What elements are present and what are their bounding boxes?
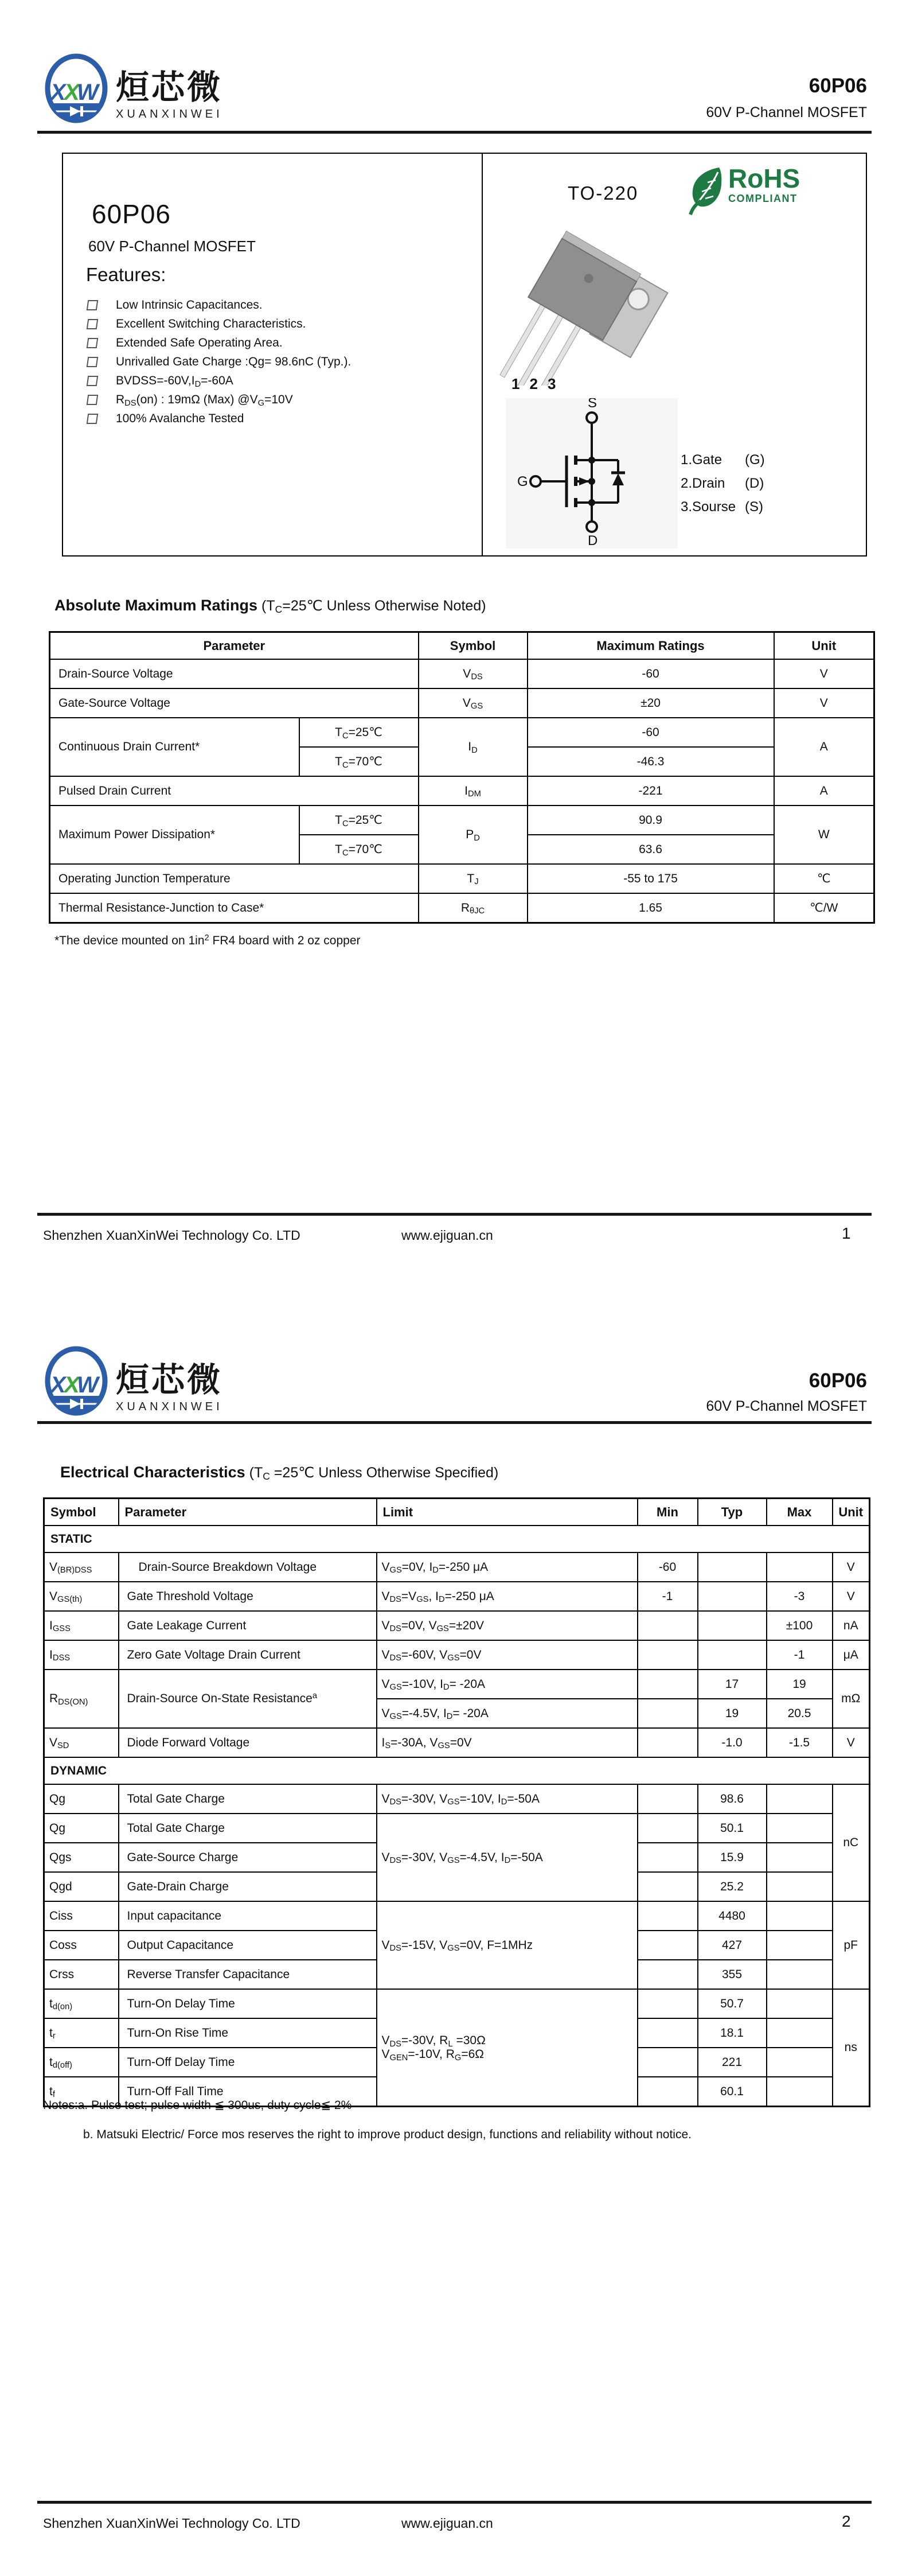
cell — [698, 1582, 767, 1611]
cell: Zero Gate Voltage Drain Current — [119, 1640, 377, 1670]
cell: $t_r$ — [44, 2018, 119, 2048]
rohs-text — [728, 165, 800, 205]
list-item — [87, 375, 351, 387]
cell: Total Gate Charge — [119, 1784, 377, 1814]
cell: ℃ — [774, 864, 874, 893]
cell: Turn-Off Delay Time — [119, 2048, 377, 2077]
section-row-dynamic — [44, 1757, 870, 1784]
cell: ns — [833, 1989, 870, 2107]
checkbox-icon — [87, 338, 99, 348]
brand-name-chinese: 烜芯微 — [116, 69, 223, 106]
header-part-number: 60P06 — [809, 1369, 867, 1392]
footer-company: Shenzhen XuanXinWei Technology Co. LTD — [43, 1228, 300, 1243]
table-row — [50, 776, 874, 806]
cell: Ciss — [44, 1901, 119, 1931]
cell: nC — [833, 1784, 870, 1901]
svg-text:X: X — [64, 1372, 80, 1398]
cell: 221 — [698, 2048, 767, 2077]
cell: 1.65 — [528, 893, 774, 923]
cell: $V_{GS}=0V$, $I_D=-250$ μA — [377, 1552, 638, 1582]
header-rule — [37, 131, 872, 134]
cell: Gate-Source Voltage — [50, 688, 419, 718]
cell: -46.3 — [528, 747, 774, 776]
feature-text: Low Intrinsic Capacitances. — [116, 298, 263, 312]
table-row — [50, 688, 874, 718]
list-item — [681, 499, 765, 515]
feature-text: Extended Safe Operating Area. — [116, 336, 283, 349]
cell: 98.6 — [698, 1784, 767, 1814]
svg-text:W: W — [77, 1372, 99, 1398]
limit-line: $V_{GEN}=-10V$, $R_G=6\Omega$ — [381, 2048, 484, 2063]
list-item — [87, 337, 351, 349]
section-label: DYNAMIC — [44, 1757, 870, 1784]
table-row — [44, 1814, 870, 1843]
checkbox-icon — [87, 395, 99, 405]
cell: 17 — [698, 1670, 767, 1699]
table-row — [50, 718, 874, 747]
cell — [767, 1814, 833, 1843]
column-header-maximum-ratings: Maximum Ratings — [528, 632, 774, 660]
cell: V — [774, 688, 874, 718]
box-divider — [482, 154, 483, 555]
checkbox-icon — [87, 357, 99, 367]
cell: W — [774, 806, 874, 864]
box-part-number: 60P06 — [92, 199, 171, 229]
cell: pF — [833, 1901, 870, 1989]
features-list — [87, 299, 351, 431]
cell: Qg — [44, 1814, 119, 1843]
pin-assignment-list — [681, 452, 765, 523]
cell: 15.9 — [698, 1843, 767, 1872]
table-row — [44, 1640, 870, 1670]
cell — [767, 1901, 833, 1931]
pin-terminal: (D) — [745, 476, 764, 491]
to220-package-image — [497, 208, 704, 386]
cell: $V_{SD}$ — [44, 1728, 119, 1757]
brand-logo — [45, 1345, 223, 1417]
pin-number: 3 — [547, 375, 556, 392]
cell: $I_{DSS}$ — [44, 1640, 119, 1670]
notes-line-b: b. Matsuki Electric/ Force mos reserves the right to improve product design, functions and reliability without notice. — [83, 2128, 692, 2141]
column-header-parameter: Parameter — [119, 1499, 377, 1526]
limit-line: $V_{DS}=-30V$, $R_L =30\Omega$ — [381, 2034, 486, 2049]
header-part-description: 60V P-Channel MOSFET — [706, 104, 867, 120]
heading-title: Electrical Characteristics — [60, 1464, 245, 1481]
table-row — [44, 1670, 870, 1699]
pin-terminal: (G) — [745, 452, 765, 468]
cell: $T_C=70℃$ — [299, 747, 419, 776]
column-header-limit: Limit — [377, 1499, 638, 1526]
cell: nA — [833, 1611, 870, 1640]
svg-text:X: X — [50, 1372, 66, 1398]
column-header-max: Max — [767, 1499, 833, 1526]
list-item — [87, 413, 351, 425]
svg-text:X: X — [64, 80, 80, 105]
cell: Gate-Drain Charge — [119, 1872, 377, 1901]
cell: μA — [833, 1640, 870, 1670]
cell: Total Gate Charge — [119, 1814, 377, 1843]
cell — [698, 1611, 767, 1640]
heading-condition: ($T_C=25℃$ Unless Otherwise Noted) — [257, 598, 486, 616]
cell: $T_C=25℃$ — [299, 806, 419, 835]
package-name: TO-220 — [568, 182, 639, 204]
pin-name: 1.Gate — [681, 452, 722, 468]
table-row — [50, 659, 874, 688]
cell: Pulsed Drain Current — [50, 776, 419, 806]
cell: $I_{DM}$ — [419, 776, 528, 806]
list-item — [87, 394, 351, 406]
cell: $V_{DS}=V_{GS}$, $I_D=-250$ μA — [377, 1582, 638, 1611]
cell — [638, 1784, 698, 1814]
cell: 63.6 — [528, 835, 774, 864]
cell: -1 — [638, 1582, 698, 1611]
feature-text: $R_{DS}(on)$ : 19mΩ (Max) $@V_G=10V$ — [116, 393, 293, 408]
column-header-symbol: Symbol — [44, 1499, 119, 1526]
cell: -221 — [528, 776, 774, 806]
rohs-label: RoHS — [728, 164, 800, 193]
column-header-symbol: Symbol — [419, 632, 528, 660]
cell: Qgd — [44, 1872, 119, 1901]
cell: 50.1 — [698, 1814, 767, 1843]
column-header-parameter: Parameter — [50, 632, 419, 660]
symbol-source-label: S — [588, 398, 597, 411]
cell: Gate-Source Charge — [119, 1843, 377, 1872]
cell: A — [774, 776, 874, 806]
header-part-number: 60P06 — [809, 75, 867, 97]
cell — [377, 1989, 638, 2107]
table-row — [44, 1989, 870, 2018]
cell — [638, 1814, 698, 1843]
feature-text: 100% Avalanche Tested — [116, 412, 244, 425]
cell — [767, 1872, 833, 1901]
brand-name-chinese: 烜芯微 — [116, 1361, 223, 1399]
mosfet-symbol-image — [506, 398, 678, 548]
list-item — [87, 356, 351, 368]
abs-max-ratings-heading — [54, 597, 486, 614]
list-item — [681, 452, 765, 468]
pin-name: 3.Sourse — [681, 499, 736, 515]
cell — [638, 1728, 698, 1757]
cell: Diode Forward Voltage — [119, 1728, 377, 1757]
checkbox-icon — [87, 319, 99, 329]
cell: $T_C=25℃$ — [299, 718, 419, 747]
cell: Drain-Source Breakdown Voltage — [119, 1552, 377, 1582]
cell: $V_{(BR)DSS}$ — [44, 1552, 119, 1582]
table-row — [50, 806, 874, 835]
checkbox-icon — [87, 300, 99, 310]
brand-name-english: XUANXINWEI — [116, 108, 223, 120]
cell: $t_{d(off)}$ — [44, 2048, 119, 2077]
cell: 20.5 — [767, 1699, 833, 1728]
absolute-maximum-ratings-table — [49, 631, 875, 924]
cell: Gate Threshold Voltage — [119, 1582, 377, 1611]
header-part-description: 60V P-Channel MOSFET — [706, 1398, 867, 1414]
cell: 60.1 — [698, 2077, 767, 2107]
rohs-badge — [688, 165, 800, 216]
box-part-description: 60V P-Channel MOSFET — [88, 238, 256, 255]
heading-title: Absolute Maximum Ratings — [54, 597, 258, 614]
cell: 18.1 — [698, 2018, 767, 2048]
cell: Gate Leakage Current — [119, 1611, 377, 1640]
cell: $V_{GS}=-10V$, $I_D= -20A$ — [377, 1670, 638, 1699]
cell — [767, 1960, 833, 1989]
brand-logo-icon — [45, 53, 108, 124]
brand-text — [116, 1363, 223, 1414]
brand-name-english: XUANXINWEI — [116, 1400, 223, 1413]
column-header-unit: Unit — [774, 632, 874, 660]
features-title: Features: — [86, 264, 166, 285]
cell — [638, 1611, 698, 1640]
cell — [638, 1843, 698, 1872]
section-row-static — [44, 1526, 870, 1552]
cell: Turn-On Delay Time — [119, 1989, 377, 2018]
footer-website: www.ejiguan.cn — [401, 1228, 493, 1243]
page-number: 1 — [842, 1224, 851, 1242]
cell: $T_C=70℃$ — [299, 835, 419, 864]
cell — [767, 1843, 833, 1872]
cell: -1.5 — [767, 1728, 833, 1757]
pin-number: 2 — [529, 375, 538, 392]
cell — [638, 2018, 698, 2048]
table-row — [44, 1582, 870, 1611]
cell: V — [774, 659, 874, 688]
cell: Drain-Source Voltage — [50, 659, 419, 688]
electrical-characteristics-heading — [60, 1464, 498, 1481]
cell: 19 — [767, 1670, 833, 1699]
cell: Thermal Resistance-Junction to Case* — [50, 893, 419, 923]
table-row — [44, 1728, 870, 1757]
cell: $V_{GS}=-4.5V$, $I_D= -20A$ — [377, 1699, 638, 1728]
table-header-row — [44, 1499, 870, 1526]
list-item — [681, 476, 765, 492]
cell: A — [774, 718, 874, 776]
cell: -60 — [528, 718, 774, 747]
svg-text:X: X — [50, 80, 66, 105]
cell: 427 — [698, 1931, 767, 1960]
cell: ±100 — [767, 1611, 833, 1640]
symbol-drain-label: D — [588, 533, 598, 548]
cell — [638, 1901, 698, 1931]
cell: $R_{DS(ON)}$ — [44, 1670, 119, 1728]
cell: $I_{GSS}$ — [44, 1611, 119, 1640]
cell: 19 — [698, 1699, 767, 1728]
svg-text:W: W — [77, 80, 99, 105]
cell: -3 — [767, 1582, 833, 1611]
cell: V — [833, 1582, 870, 1611]
table-row — [44, 1611, 870, 1640]
cell — [638, 1989, 698, 2018]
cell: $R_{\theta JC}$ — [419, 893, 528, 923]
cell: Turn-On Rise Time — [119, 2018, 377, 2048]
cell: 355 — [698, 1960, 767, 1989]
column-header-typ: Typ — [698, 1499, 767, 1526]
brand-logo — [45, 53, 223, 124]
cell — [638, 1872, 698, 1901]
cell: -1.0 — [698, 1728, 767, 1757]
cell: $t_{d(on)}$ — [44, 1989, 119, 2018]
footer-website: www.ejiguan.cn — [401, 2516, 493, 2531]
brand-text — [116, 70, 223, 121]
cell: V — [833, 1552, 870, 1582]
table-row — [44, 1552, 870, 1582]
cell — [767, 1989, 833, 2018]
cell: $P_D$ — [419, 806, 528, 864]
feature-text: Unrivalled Gate Charge :Qg= 98.6nC (Typ.). — [116, 355, 351, 368]
cell: Turn-Off Fall Time — [119, 2077, 377, 2107]
table-footnote: *The device mounted on $1in^2$ FR4 board with 2 oz copper — [54, 933, 361, 947]
cell: $V_{GS(th)}$ — [44, 1582, 119, 1611]
table-row — [50, 864, 874, 893]
cell: $I_D$ — [419, 718, 528, 776]
cell: Operating Junction Temperature — [50, 864, 419, 893]
symbol-gate-label: G — [517, 474, 528, 489]
table-row — [44, 1784, 870, 1814]
cell — [638, 1931, 698, 1960]
cell: Output Capacitance — [119, 1931, 377, 1960]
feature-text: $BVDSS=-60V,I_D=-60A$ — [116, 374, 233, 389]
cell: 25.2 — [698, 1872, 767, 1901]
cell — [767, 1552, 833, 1582]
checkbox-icon — [87, 376, 99, 386]
column-header-min: Min — [638, 1499, 698, 1526]
cell: $V_{DS}=-60V$, $V_{GS}=0V$ — [377, 1640, 638, 1670]
cell: -60 — [638, 1552, 698, 1582]
cell: ℃/W — [774, 893, 874, 923]
cell: $V_{DS}=-30V$, $V_{GS}=-10V$, $I_D=-50A$ — [377, 1784, 638, 1814]
section-label: STATIC — [44, 1526, 870, 1552]
list-item — [87, 299, 351, 312]
cell: $V_{GS}$ — [419, 688, 528, 718]
page-number: 2 — [842, 2512, 851, 2530]
cell — [638, 1699, 698, 1728]
cell: $V_{DS}=-15V$, $V_{GS}=0V$, F=1MHz — [377, 1901, 638, 1989]
column-header-unit: Unit — [833, 1499, 870, 1526]
cell: Continuous Drain Current* — [50, 718, 299, 776]
product-overview-box — [62, 153, 867, 557]
cell: -55 to 175 — [528, 864, 774, 893]
cell: Drain-Source On-State Resistance$^a$ — [119, 1670, 377, 1728]
cell: ±20 — [528, 688, 774, 718]
cell: Qgs — [44, 1843, 119, 1872]
footer-rule — [37, 2501, 872, 2504]
cell — [767, 2048, 833, 2077]
list-item — [87, 318, 351, 330]
cell: -1 — [767, 1640, 833, 1670]
cell: Coss — [44, 1931, 119, 1960]
cell: $V_{DS}=-30V$, $V_{GS}=-4.5V$, $I_D=-50A$ — [377, 1814, 638, 1901]
table-row — [44, 1901, 870, 1931]
feature-text: Excellent Switching Characteristics. — [116, 317, 306, 330]
cell: Reverse Transfer Capacitance — [119, 1960, 377, 1989]
cell: Maximum Power Dissipation* — [50, 806, 299, 864]
cell — [767, 2018, 833, 2048]
pin-name: 2.Drain — [681, 476, 725, 491]
cell: $T_J$ — [419, 864, 528, 893]
cell — [698, 1552, 767, 1582]
rohs-compliant-label: COMPLIANT — [728, 193, 798, 204]
cell — [638, 2048, 698, 2077]
pin-terminal: (S) — [745, 499, 763, 515]
datasheet-page-2 — [0, 1288, 910, 2576]
cell: $I_S=-30A$, $V_{GS}=0V$ — [377, 1728, 638, 1757]
footer-rule — [37, 1213, 872, 1216]
cell: Crss — [44, 1960, 119, 1989]
cell: V — [833, 1728, 870, 1757]
notes-line-a: Notes:a. Pulse test; pulse width ≦ 300us, duty cycle≦ 2% — [43, 2099, 352, 2112]
cell: $V_{DS}$ — [419, 659, 528, 688]
cell: $t_f$ — [44, 2077, 119, 2107]
cell — [698, 1640, 767, 1670]
footer-company: Shenzhen XuanXinWei Technology Co. LTD — [43, 2516, 300, 2531]
pin-number: 1 — [511, 375, 520, 392]
cell — [638, 1640, 698, 1670]
heading-condition: ($T_C$ =25℃ Unless Otherwise Specified) — [245, 1465, 499, 1482]
cell — [767, 2077, 833, 2107]
cell — [638, 1670, 698, 1699]
cell: mΩ — [833, 1670, 870, 1728]
cell: $V_{DS}=0V$, $V_{GS}=\pm 20V$ — [377, 1611, 638, 1640]
cell — [638, 2077, 698, 2107]
brand-logo-icon — [45, 1345, 108, 1417]
cell: Input capacitance — [119, 1901, 377, 1931]
cell: Qg — [44, 1784, 119, 1814]
cell: 50.7 — [698, 1989, 767, 2018]
electrical-characteristics-table — [43, 1497, 870, 2107]
cell: 4480 — [698, 1901, 767, 1931]
checkbox-icon — [87, 414, 99, 424]
package-pin-numbers — [511, 375, 556, 393]
cell: -60 — [528, 659, 774, 688]
header-rule — [37, 1421, 872, 1424]
table-row — [50, 893, 874, 923]
cell — [767, 1784, 833, 1814]
cell — [767, 1931, 833, 1960]
cell: 90.9 — [528, 806, 774, 835]
table-header-row — [50, 632, 874, 660]
cell — [638, 1960, 698, 1989]
